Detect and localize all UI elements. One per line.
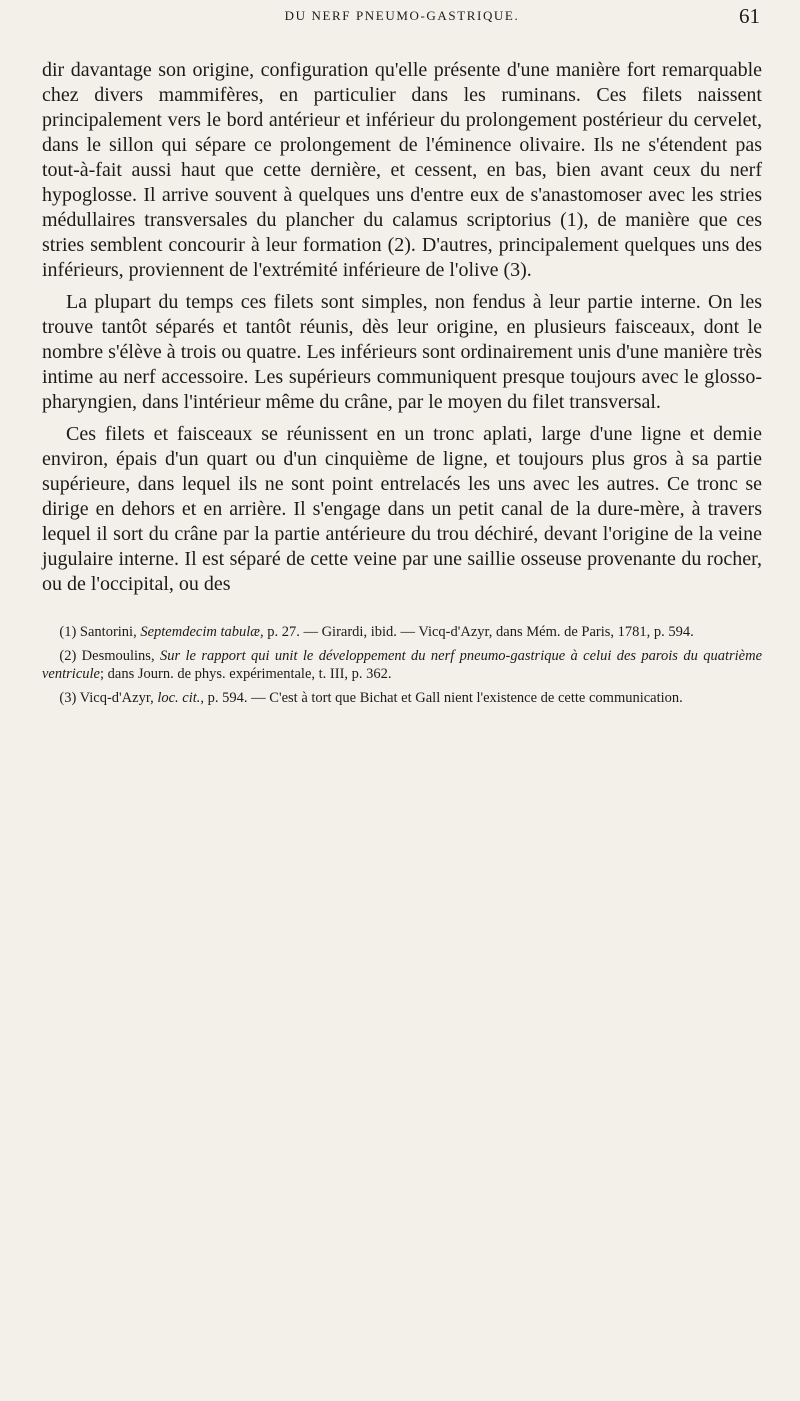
footnote-title: Septemdecim tabulæ xyxy=(140,624,260,640)
footnotes xyxy=(42,623,762,707)
page-header xyxy=(42,0,762,58)
footnote-3: (3) Vicq-d'Azyr, loc. cit., p. 594. — C'est à tort que Bichat et Gall nient l'existence de cette communication. xyxy=(59,690,683,706)
footnote-2: (2) Desmoulins, Sur le rapport qui unit le développement du nerf pneumo-gastrique à celui des parois du quatrième ventricule; dans Journ. de phys. expérimentale, t. III, p. 362. xyxy=(42,648,762,682)
footnote-1: (1) Santorini, Septemdecim tabulæ, p. 27. — Girardi, ibid. — Vicq-d'Azyr, dans Mém. de Paris, 1781, p. 594. xyxy=(59,624,694,640)
page-number: 61 xyxy=(739,4,760,28)
running-title: DU NERF PNEUMO-GASTRIQUE. xyxy=(284,8,520,23)
body-text xyxy=(42,58,762,597)
paragraph: La plupart du temps ces filets sont simples, non fendus à leur partie interne. On les trouve tantôt séparés et tantôt réunis, dès leur origine, en plusieurs faisceaux, dont le nombre s'élève à trois ou quatre. Les inférieurs sont ordinairement unis d'une manière très intime au nerf accessoire. Les supérieurs communiquent presque toujours avec le glosso-pharyngien, dans l'intérieur même du crâne, par le moyen du filet transversal. xyxy=(42,291,762,413)
footnote-title: loc. cit. xyxy=(157,690,201,706)
paragraph: Ces filets et faisceaux se réunissent en un tronc aplati, large d'une ligne et demie environ, épais d'un quart ou d'un cinquième de ligne, et toujours plus gros à sa partie supérieure, dans lequel ils ne sont point entrelacés les uns avec les autres. Ce tronc se dirige en dehors et en arrière. Il s'engage dans un petit canal de la dure-mère, à travers lequel il sort du crâne par la partie antérieure du trou déchiré, devant l'origine de la veine jugulaire interne. Il est séparé de cette veine par une saillie osseuse provenante du rocher, ou de l'occipital, ou des xyxy=(42,423,762,595)
paragraph: dir davantage son origine, configuration qu'elle présente d'une manière fort remarquable chez divers mammifères, en particulier dans les ruminans. Ces filets naissent principalement vers le bord antérieur et inférieur du prolongement postérieur du cervelet, dans le sillon qui sépare ce prolongement de l'éminence olivaire. Ils ne s'étendent pas tout-à-fait aussi haut que cette dernière, et cessent, en bas, bien avant ceux du nerf hypoglosse. Il arrive souvent à quelques uns d'entre eux de s'anastomoser avec les stries médullaires transversales du plancher du calamus scriptorius (1), de manière que ces stries semblent concourir à leur formation (2). D'autres, principalement quelques uns des inférieurs, proviennent de l'extrémité inférieure de l'olive (3). xyxy=(42,59,762,281)
footnote-title: Sur le rapport qui unit le développement du nerf pneumo-gastrique à celui des parois du quatrième ventricule xyxy=(42,648,762,682)
